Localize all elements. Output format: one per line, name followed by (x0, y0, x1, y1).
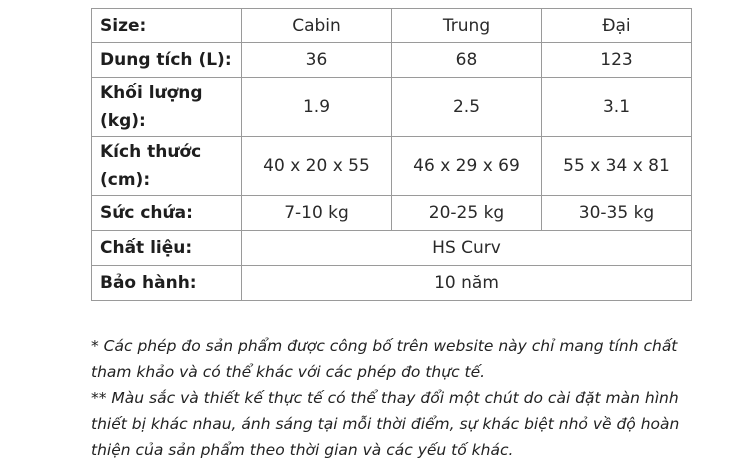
capacity-trung: 68 (392, 43, 542, 78)
dimensions-cabin: 40 x 20 x 55 (242, 137, 392, 196)
size-cabin: Cabin (242, 9, 392, 43)
footnote-colors: ** Màu sắc và thiết kế thực tế có thể thay đổi một chút do cài đặt màn hình thiết bị khác nhau, ánh sáng tại mỗi thời điểm, sự khác biệt nhỏ về độ hoàn thiện của sản phẩm theo thời gian và các yếu tố khác. (91, 389, 680, 459)
dimensions-trung: 46 x 29 x 69 (392, 137, 542, 196)
load-trung: 20-25 kg (392, 196, 542, 231)
weight-cabin: 1.9 (242, 78, 392, 137)
weight-label: Khối lượng (kg): (92, 78, 242, 137)
table-row-warranty (92, 266, 692, 301)
size-trung: Trung (392, 9, 542, 43)
load-label: Sức chứa: (92, 196, 242, 231)
warranty-label: Bảo hành: (92, 266, 242, 301)
warranty-value: 10 năm (242, 266, 692, 301)
material-label: Chất liệu: (92, 231, 242, 266)
weight-trung: 2.5 (392, 78, 542, 137)
capacity-label: Dung tích (L): (92, 43, 242, 78)
load-dai: 30-35 kg (542, 196, 692, 231)
table-row-load (92, 196, 692, 231)
table-row-size (92, 9, 692, 43)
capacity-cabin: 36 (242, 43, 392, 78)
size-dai: Đại (542, 9, 692, 43)
dimensions-dai: 55 x 34 x 81 (542, 137, 692, 196)
table-row-material (92, 231, 692, 266)
table-row-weight (92, 78, 692, 137)
size-label: Size: (92, 9, 242, 43)
table-row-capacity (92, 43, 692, 78)
table-row-dimensions (92, 137, 692, 196)
material-value: HS Curv (242, 231, 692, 266)
dimensions-label: Kích thước (cm): (92, 137, 242, 196)
footnotes (91, 333, 711, 463)
weight-dai: 3.1 (542, 78, 692, 137)
load-cabin: 7-10 kg (242, 196, 392, 231)
capacity-dai: 123 (542, 43, 692, 78)
footnote-measurements: * Các phép đo sản phẩm được công bố trên website này chỉ mang tính chất tham khảo và có thể khác với các phép đo thực tế. (91, 337, 678, 381)
spec-table (91, 8, 692, 301)
